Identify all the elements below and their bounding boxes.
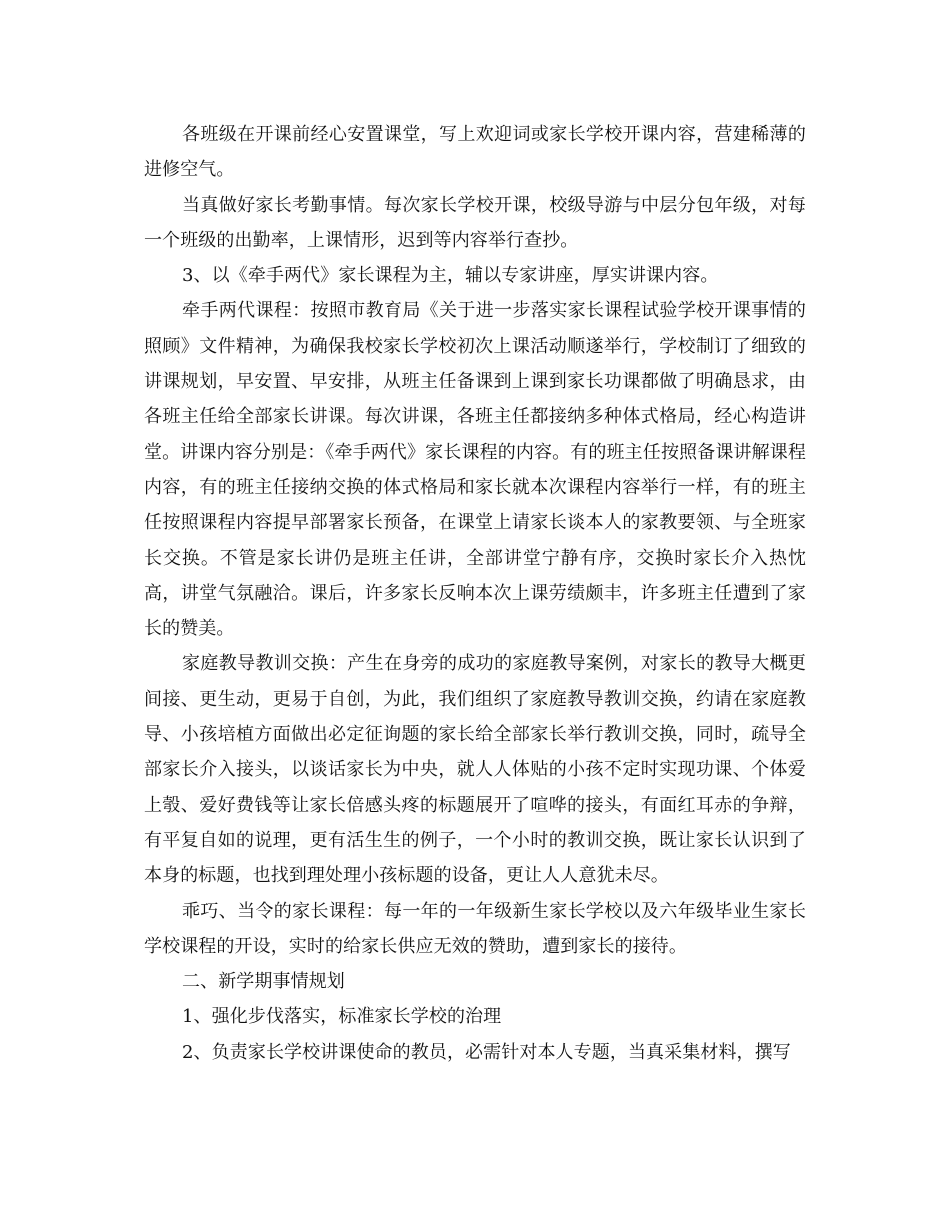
- paragraph-attendance: 当真做好家长考勤事情。每次家长学校开课，校级导游与中层分包年级，对每一个班级的出勤率，上课情形，迟到等内容举行查抄。: [144, 194, 806, 251]
- section-heading-new-semester-plan: 二、新学期事情规划: [182, 971, 345, 993]
- document-body: [144, 117, 806, 1070]
- paragraph-course-item-3: 3、以《牵手两代》家长课程为主，辅以专家讲座，厚实讲课内容。: [182, 265, 719, 287]
- paragraph-classroom-setup: 各班级在开课前经心安置课堂，写上欢迎词或家长学校开课内容，营建稀薄的进修空气。: [144, 124, 806, 181]
- paragraph-two-generations-course: 牵手两代课程：按照市教育局《关于进一步落实家长课程试验学校开课事情的照顾》文件精神，为确保我校家长学校初次上课活动顺遂举行，学校制订了细致的讲课规划，早安置、早安排，从班主任备课到上课到家长功课都做了明确恳求，由各班主任给全部家长讲课。每次讲课，各班主任都接纳多种体式格局，经心构造讲堂。讲课内容分别是：《牵手两代》家长课程的内容。有的班主任按照备课讲解课程内容，有的班主任接纳交换的体式格局和家长就本次课程内容举行一样，有的班主任按照课程内容提早部署家长预备，在课堂上请家长谈本人的家教要领、与全班家长交换。不管是家长讲仍是班主任讲，全部讲堂宁静有序，交换时家长介入热忱高，讲堂气氛融洽。课后，许多家长反响本次上课劳绩颇丰，许多班主任遭到了家长的赞美。: [144, 300, 806, 640]
- paragraph-timely-courses: 乖巧、当令的家长课程：每一年的一年级新生家长学校以及六年级毕业生家长学校课程的开设，实时的给家长供应无效的赞助，遭到家长的接待。: [144, 900, 806, 957]
- plan-item-1: 1、强化步伐落实，标准家长学校的治理: [182, 1006, 502, 1028]
- paragraph-family-education-exchange: 家庭教导教训交换：产生在身旁的成功的家庭教导案例，对家长的教导大概更间接、更生动，更易于自创，为此，我们组织了家庭教导教训交换，约请在家庭教导、小孩培植方面做出必定征询题的家长给全部家长举行教训交换，同时，疏导全部家长介入接头，以谈话家长为中央，就人人体贴的小孩不定时实现功课、个体爱上彀、爱好费钱等让家长倍感头疼的标题展开了喧哗的接头，有面红耳赤的争辩，有平复自如的说理，更有活生生的例子，一个小时的教训交换，既让家长认识到了本身的标题，也找到理处理小孩标题的设备，更让人人意犹未尽。: [144, 653, 806, 887]
- plan-item-2: 2、负责家长学校讲课使命的教员，必需针对本人专题，当真采集材料，撰写: [182, 1041, 791, 1063]
